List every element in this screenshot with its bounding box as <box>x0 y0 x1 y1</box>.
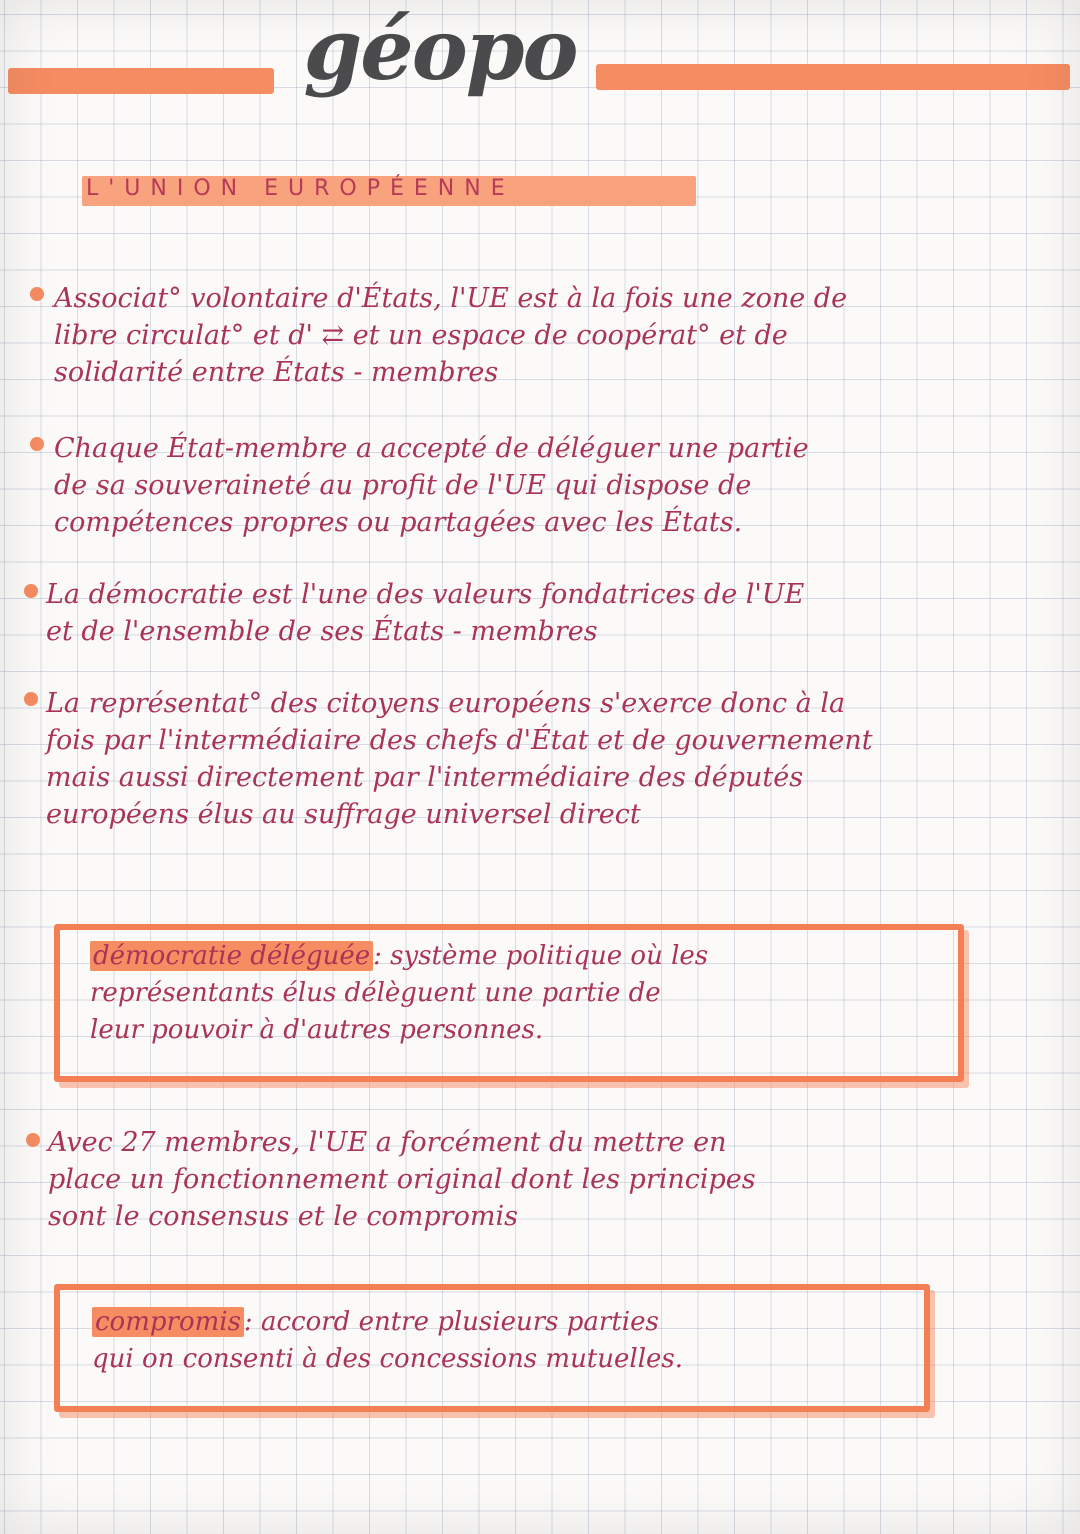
definition-democratie-deleguee <box>90 938 950 1049</box>
definition-text: accord entre plusieurs parties <box>252 1307 659 1337</box>
page-title: géopo <box>303 0 577 99</box>
paragraph-4 <box>46 685 1076 833</box>
paragraph-line: solidarité entre États - membres <box>54 357 499 388</box>
paragraph-2 <box>54 430 1064 541</box>
section-title: L'UNION EUROPÉENNE <box>86 176 515 201</box>
paragraph-3 <box>46 576 1056 650</box>
definition-line <box>92 1304 912 1341</box>
definition-term: compromis <box>92 1307 244 1337</box>
bullet-point <box>26 1133 40 1147</box>
definition-line <box>90 938 950 975</box>
title-bar-right <box>596 64 1070 90</box>
paragraph-line: Avec 27 membres, l'UE a forcément du mettre en <box>48 1127 727 1158</box>
paragraph-1 <box>54 280 1064 391</box>
bullet-point <box>30 437 44 451</box>
definition-separator: : <box>373 941 382 971</box>
paragraph-line: sont le consensus et le compromis <box>48 1201 518 1232</box>
paragraph-line: européens élus au suffrage universel direct <box>46 799 641 830</box>
paragraph-line: et de l'ensemble de ses États - membres <box>46 616 598 647</box>
paragraph-line: Associat° volontaire d'États, l'UE est à la fois une zone de <box>54 283 848 314</box>
paragraph-line: de sa souveraineté au profit de l'UE qui dispose de <box>54 470 752 501</box>
definition-text: système politique où les <box>381 941 709 971</box>
definition-separator: : <box>243 1307 253 1337</box>
paragraph-line: Chaque État-membre a accepté de déléguer une partie <box>54 433 809 464</box>
bullet-point <box>30 287 44 301</box>
definition-term: démocratie déléguée <box>90 941 373 971</box>
definition-line: représentants élus délèguent une partie de <box>90 978 661 1008</box>
paragraph-line: compétences propres ou partagées avec les États. <box>54 507 743 538</box>
paragraph-line: mais aussi directement par l'intermédiaire des députés <box>46 762 804 793</box>
paragraph-line: libre circulat° et d' ⇄ et un espace de coopérat° et de <box>54 320 788 351</box>
title-bar-left <box>8 68 274 94</box>
definition-line: leur pouvoir à d'autres personnes. <box>90 1015 544 1045</box>
definition-line: qui on consenti à des concessions mutuelles. <box>92 1344 684 1374</box>
definition-compromis <box>92 1304 912 1378</box>
bullet-point <box>24 692 38 706</box>
paragraph-line: place un fonctionnement original dont les principes <box>48 1164 756 1195</box>
bullet-point <box>24 584 38 598</box>
paragraph-line: La représentat° des citoyens européens s'exerce donc à la <box>46 688 846 719</box>
paragraph-line: La démocratie est l'une des valeurs fondatrices de l'UE <box>46 579 805 610</box>
paragraph-line: fois par l'intermédiaire des chefs d'État et de gouvernement <box>46 725 873 756</box>
paragraph-5 <box>48 1124 1058 1235</box>
